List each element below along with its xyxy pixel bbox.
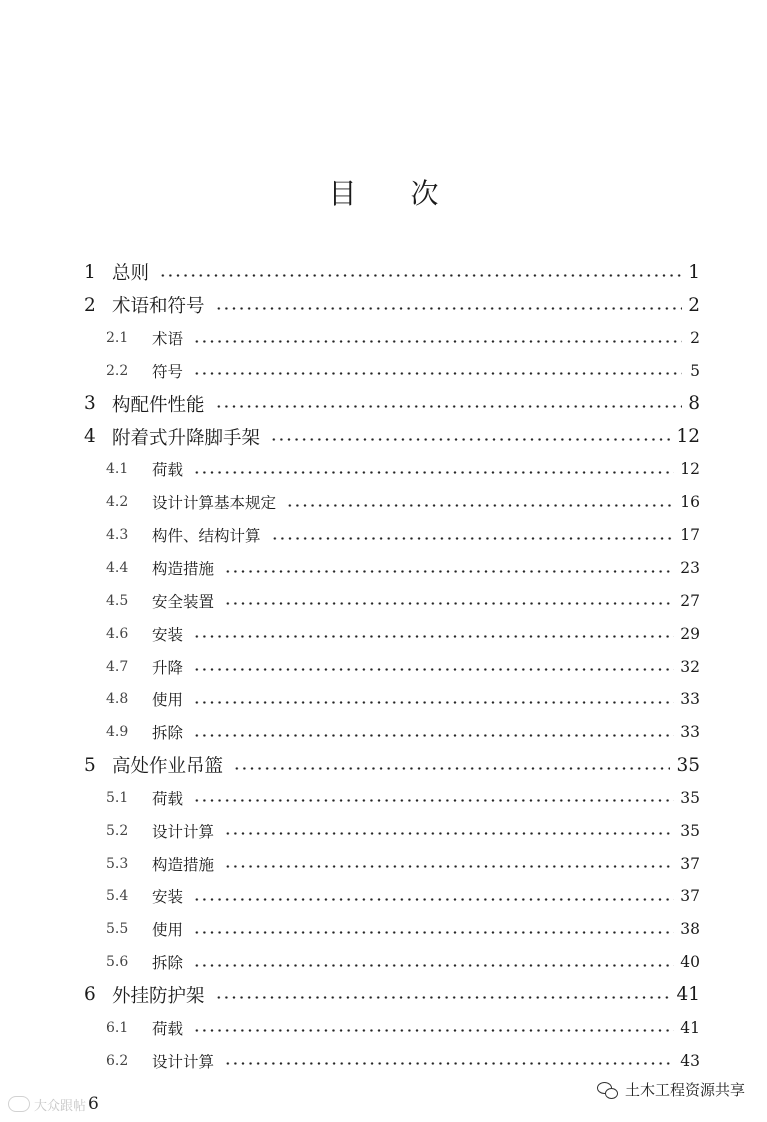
toc-entry-page: 32 bbox=[680, 657, 700, 676]
toc-entry-title: 荷载 bbox=[152, 1019, 184, 1038]
toc-entry-page: 12 bbox=[680, 460, 700, 479]
toc-section-row[interactable] bbox=[84, 355, 700, 388]
toc-entry-page: 2 bbox=[688, 294, 700, 316]
toc-section-row[interactable] bbox=[84, 453, 700, 486]
toc-entry-title: 安全装置 bbox=[152, 592, 215, 611]
toc-entry-title: 拆除 bbox=[152, 954, 184, 973]
toc-entry-title: 高处作业吊篮 bbox=[112, 756, 224, 778]
toc-entry-title: 构造措施 bbox=[152, 855, 215, 874]
page-number: 6 bbox=[88, 1094, 99, 1114]
toc-leader-dots bbox=[233, 767, 670, 770]
toc-leader-dots bbox=[224, 832, 674, 835]
toc-entry-page: 41 bbox=[680, 1018, 700, 1037]
toc-leader-dots bbox=[224, 1062, 674, 1065]
toc-section-row[interactable] bbox=[84, 683, 700, 716]
toc-section-row[interactable] bbox=[84, 584, 700, 617]
toc-leader-dots bbox=[215, 307, 682, 310]
toc-entry-page: 43 bbox=[680, 1051, 700, 1070]
toc-section-row[interactable] bbox=[84, 1011, 700, 1044]
toc-entry-page: 37 bbox=[680, 887, 700, 906]
toc-entry-number: 2 bbox=[84, 294, 96, 316]
toc-chapter-row[interactable] bbox=[84, 256, 700, 289]
footer-left bbox=[8, 1094, 99, 1114]
toc-section-row[interactable] bbox=[84, 1044, 700, 1077]
toc-entry-number: 2.1 bbox=[106, 330, 129, 347]
toc-entry-page: 8 bbox=[688, 393, 700, 415]
toc-entry-number: 6 bbox=[84, 984, 96, 1006]
toc-entry-title: 升降 bbox=[152, 658, 184, 677]
toc-entry-number: 4.3 bbox=[106, 527, 129, 544]
toc-entry-number: 4.8 bbox=[106, 691, 129, 708]
toc-entry-title: 构配件性能 bbox=[112, 394, 205, 416]
toc-entry-title: 荷载 bbox=[152, 789, 184, 808]
toc-leader-dots bbox=[193, 701, 674, 704]
toc-entry-title: 构造措施 bbox=[152, 560, 215, 579]
toc-leader-dots bbox=[224, 865, 674, 868]
footer-right bbox=[597, 1079, 745, 1100]
toc-section-row[interactable] bbox=[84, 519, 700, 552]
toc-chapter-row[interactable] bbox=[84, 420, 700, 453]
toc-leader-dots bbox=[193, 734, 674, 737]
toc-entry-title: 附着式升降脚手架 bbox=[112, 427, 261, 449]
toc-leader-dots bbox=[193, 372, 682, 375]
toc-entry-number: 6.2 bbox=[106, 1052, 129, 1069]
toc-leader-dots bbox=[215, 996, 671, 999]
toc-section-row[interactable] bbox=[84, 913, 700, 946]
toc-leader-dots bbox=[215, 405, 682, 408]
toc-leader-dots bbox=[193, 931, 674, 934]
toc-entry-number: 4.9 bbox=[106, 724, 129, 741]
toc-section-row[interactable] bbox=[84, 782, 700, 815]
toc-leader-dots bbox=[159, 274, 682, 277]
toc-entry-title: 荷载 bbox=[152, 461, 184, 480]
toc-leader-dots bbox=[224, 570, 674, 573]
watermark-logo-icon bbox=[8, 1096, 30, 1112]
toc-section-row[interactable] bbox=[84, 946, 700, 979]
toc-entry-number: 4.1 bbox=[106, 461, 129, 478]
toc-entry-page: 33 bbox=[680, 690, 700, 709]
toc-entry-title: 总则 bbox=[112, 263, 150, 285]
toc-chapter-row[interactable] bbox=[84, 979, 700, 1012]
toc-entry-page: 35 bbox=[680, 821, 700, 840]
toc-leader-dots bbox=[271, 537, 675, 540]
toc-section-row[interactable] bbox=[84, 880, 700, 913]
toc-chapter-row[interactable] bbox=[84, 749, 700, 782]
toc-leader-dots bbox=[286, 504, 674, 507]
toc-entry-number: 4.7 bbox=[106, 658, 129, 675]
toc-entry-number: 4.5 bbox=[106, 592, 129, 609]
toc-entry-title: 设计计算 bbox=[152, 1052, 215, 1071]
toc-entry-number: 5.5 bbox=[106, 921, 129, 938]
toc-entry-number: 6.1 bbox=[106, 1019, 129, 1036]
toc-leader-dots bbox=[193, 799, 674, 802]
toc-chapter-row[interactable] bbox=[84, 289, 700, 322]
toc-entry-title: 术语 bbox=[152, 330, 184, 349]
toc-section-row[interactable] bbox=[84, 650, 700, 683]
toc-entry-page: 38 bbox=[680, 920, 700, 939]
toc-entry-page: 5 bbox=[690, 361, 700, 380]
toc-entry-page: 17 bbox=[680, 526, 700, 545]
toc-leader-dots bbox=[193, 1029, 674, 1032]
toc-entry-number: 4.6 bbox=[106, 625, 129, 642]
wechat-icon bbox=[597, 1081, 619, 1099]
toc-entry-page: 37 bbox=[680, 854, 700, 873]
toc-entry-title: 拆除 bbox=[152, 724, 184, 743]
toc-section-row[interactable] bbox=[84, 716, 700, 749]
watermark-text: 大众跟帖 bbox=[34, 1098, 87, 1114]
toc-entry-page: 40 bbox=[680, 953, 700, 972]
toc-entry-title: 使用 bbox=[152, 921, 184, 940]
toc-entry-page: 41 bbox=[676, 984, 700, 1006]
toc-entry-number: 5.6 bbox=[106, 954, 129, 971]
toc-entry-page: 29 bbox=[680, 624, 700, 643]
toc-entry-title: 使用 bbox=[152, 691, 184, 710]
toc-entry-title: 设计计算基本规定 bbox=[152, 494, 277, 513]
toc-entry-number: 3 bbox=[84, 393, 96, 415]
toc-entry-number: 4.4 bbox=[106, 560, 129, 577]
toc-section-row[interactable] bbox=[84, 814, 700, 847]
toc-entry-number: 4 bbox=[84, 426, 96, 448]
toc-entry-page: 35 bbox=[676, 754, 700, 776]
toc-entry-title: 安装 bbox=[152, 888, 184, 907]
toc-entry-title: 设计计算 bbox=[152, 822, 215, 841]
toc-entry-number: 5 bbox=[84, 754, 96, 776]
toc-entry-number: 4.2 bbox=[106, 494, 129, 511]
table-of-contents bbox=[84, 256, 700, 1077]
toc-entry-page: 1 bbox=[688, 261, 700, 283]
toc-leader-dots bbox=[193, 668, 674, 671]
toc-section-row[interactable] bbox=[84, 322, 700, 355]
toc-entry-title: 构件、结构计算 bbox=[152, 527, 261, 546]
toc-leader-dots bbox=[270, 438, 670, 441]
toc-leader-dots bbox=[193, 471, 674, 474]
toc-entry-number: 2.2 bbox=[106, 362, 129, 379]
toc-leader-dots bbox=[224, 602, 674, 605]
toc-section-row[interactable] bbox=[84, 552, 700, 585]
toc-section-row[interactable] bbox=[84, 847, 700, 880]
toc-leader-dots bbox=[193, 635, 674, 638]
page-title: 目次 bbox=[328, 177, 493, 210]
toc-entry-number: 5.4 bbox=[106, 888, 129, 905]
toc-entry-number: 5.1 bbox=[106, 789, 129, 806]
toc-chapter-row[interactable] bbox=[84, 387, 700, 420]
toc-leader-dots bbox=[193, 340, 682, 343]
toc-entry-title: 符号 bbox=[152, 362, 184, 381]
toc-entry-page: 35 bbox=[680, 788, 700, 807]
toc-section-row[interactable] bbox=[84, 486, 700, 519]
toc-leader-dots bbox=[193, 898, 674, 901]
source-label: 土木工程资源共享 bbox=[624, 1081, 745, 1099]
toc-entry-page: 23 bbox=[680, 559, 700, 578]
toc-entry-page: 27 bbox=[680, 591, 700, 610]
toc-entry-title: 安装 bbox=[152, 625, 184, 644]
toc-entry-page: 12 bbox=[676, 426, 700, 448]
toc-entry-page: 2 bbox=[690, 329, 700, 348]
toc-entry-number: 5.2 bbox=[106, 822, 129, 839]
toc-entry-title: 外挂防护架 bbox=[112, 985, 205, 1007]
toc-leader-dots bbox=[193, 964, 674, 967]
toc-section-row[interactable] bbox=[84, 617, 700, 650]
toc-entry-number: 1 bbox=[84, 261, 96, 283]
toc-entry-number: 5.3 bbox=[106, 855, 129, 872]
toc-entry-title: 术语和符号 bbox=[112, 296, 205, 318]
toc-entry-page: 16 bbox=[680, 493, 700, 512]
toc-entry-page: 33 bbox=[680, 723, 700, 742]
